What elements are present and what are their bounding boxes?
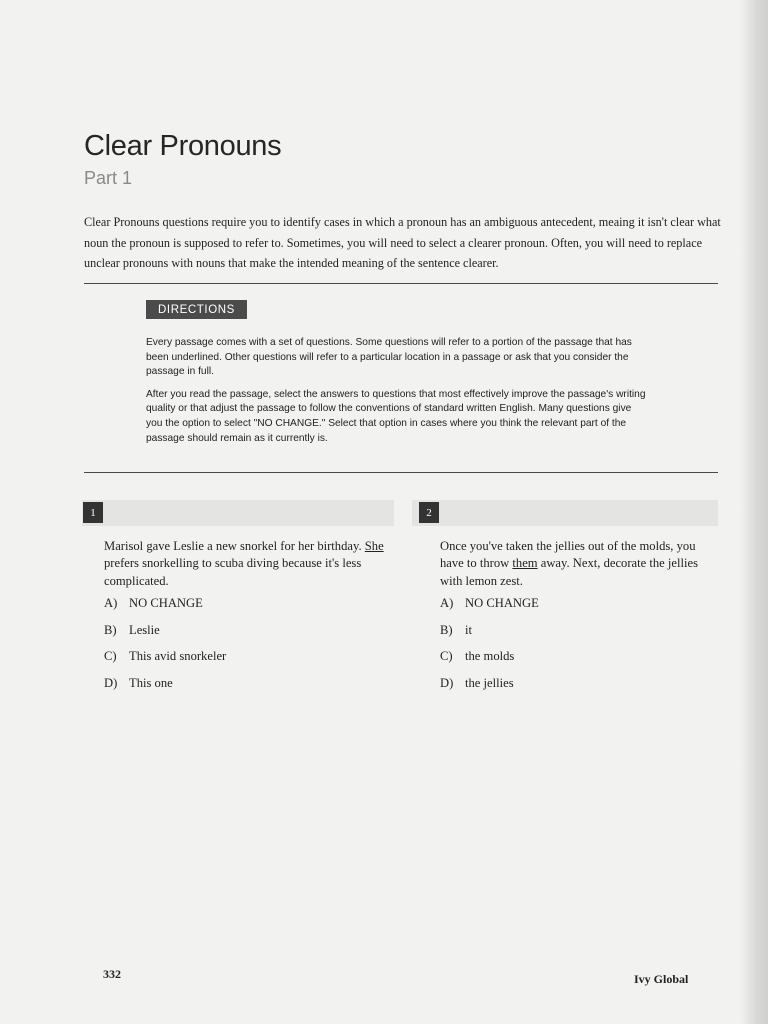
question-1-number: 1: [83, 502, 103, 523]
option-letter: B): [440, 622, 453, 637]
top-divider: [84, 283, 718, 284]
option-letter: C): [440, 649, 453, 663]
option-text: the molds: [465, 649, 515, 663]
question-1-underlined: She: [364, 539, 384, 553]
question-2-option-b[interactable]: [440, 623, 539, 650]
bottom-divider: [84, 472, 718, 473]
option-letter: A): [440, 596, 454, 610]
option-letter: D): [104, 675, 118, 690]
question-2-number: 2: [419, 502, 439, 523]
option-text: NO CHANGE: [129, 596, 203, 610]
question-1-option-b[interactable]: [104, 623, 226, 650]
question-2-option-c[interactable]: [440, 649, 539, 676]
question-2-underlined: them: [512, 556, 538, 571]
option-text: This one: [129, 675, 173, 690]
question-2-stem-before: Once you've taken the jellies out of the molds, you have to throw: [440, 539, 696, 571]
question-1-stem-before: Marisol gave Leslie a new snorkel for her birthday.: [104, 539, 365, 553]
option-text: Leslie: [129, 622, 160, 637]
option-text: NO CHANGE: [465, 596, 539, 610]
option-text: This avid snorkeler: [129, 649, 227, 663]
question-2-header-band: [412, 500, 718, 526]
directions-badge: DIRECTIONS: [146, 300, 247, 319]
question-2-option-a[interactable]: [440, 596, 539, 623]
option-letter: B): [104, 622, 117, 637]
question-1-option-c[interactable]: [104, 649, 226, 676]
question-2-options: [440, 596, 539, 702]
intro-paragraph: Clear Pronouns questions require you to identify cases in which a pronoun has an ambiguous antecedent, meaing it isn't clear what noun the pronoun is supposed to refer to. Sometimes, you will need to select a clearer pronoun. Often, you will need to replace unclear pronouns with nouns that make the intended meaning of the sentence clearer.: [84, 215, 721, 270]
page-edge-shadow: [740, 0, 768, 1024]
option-letter: A): [104, 596, 118, 610]
publisher-brand: Ivy Global: [634, 972, 689, 986]
directions-text: [146, 336, 646, 454]
question-2-stem-after: away. Next, decorate the jellies with lemon zest.: [440, 556, 698, 588]
question-1-options: [104, 596, 226, 702]
question-2-option-d[interactable]: [440, 676, 539, 703]
option-text: the jellies: [465, 675, 514, 690]
page-title: Clear Pronouns: [84, 130, 282, 162]
question-1-option-d[interactable]: [104, 676, 226, 703]
question-1-stem-after: prefers snorkelling to scuba diving because it's less complicated.: [104, 556, 362, 588]
question-1-stem: [104, 538, 394, 590]
option-letter: D): [440, 675, 454, 690]
question-1-option-a[interactable]: [104, 596, 226, 623]
option-text: it: [465, 622, 472, 637]
directions-paragraph-2: After you read the passage, select the answers to questions that most effectively improve the passage's writing quality or that adjust the passage to follow the conventions of standard written English. Many questions give you the option to select "NO CHANGE." Select that option in cases where you think the relevant part of the passage should remain as it currently is.: [146, 388, 646, 444]
option-letter: C): [104, 649, 117, 663]
directions-paragraph-1: Every passage comes with a set of questions. Some questions will refer to a portion of the passage that has been underlined. Other questions will refer to a particular location in a passage or ask that you consider the passage in full.: [146, 337, 632, 378]
page-subtitle: Part 1: [84, 168, 133, 188]
question-2-stem: [440, 538, 722, 590]
question-1-header-band: [82, 500, 394, 526]
page-number: 332: [103, 967, 121, 981]
